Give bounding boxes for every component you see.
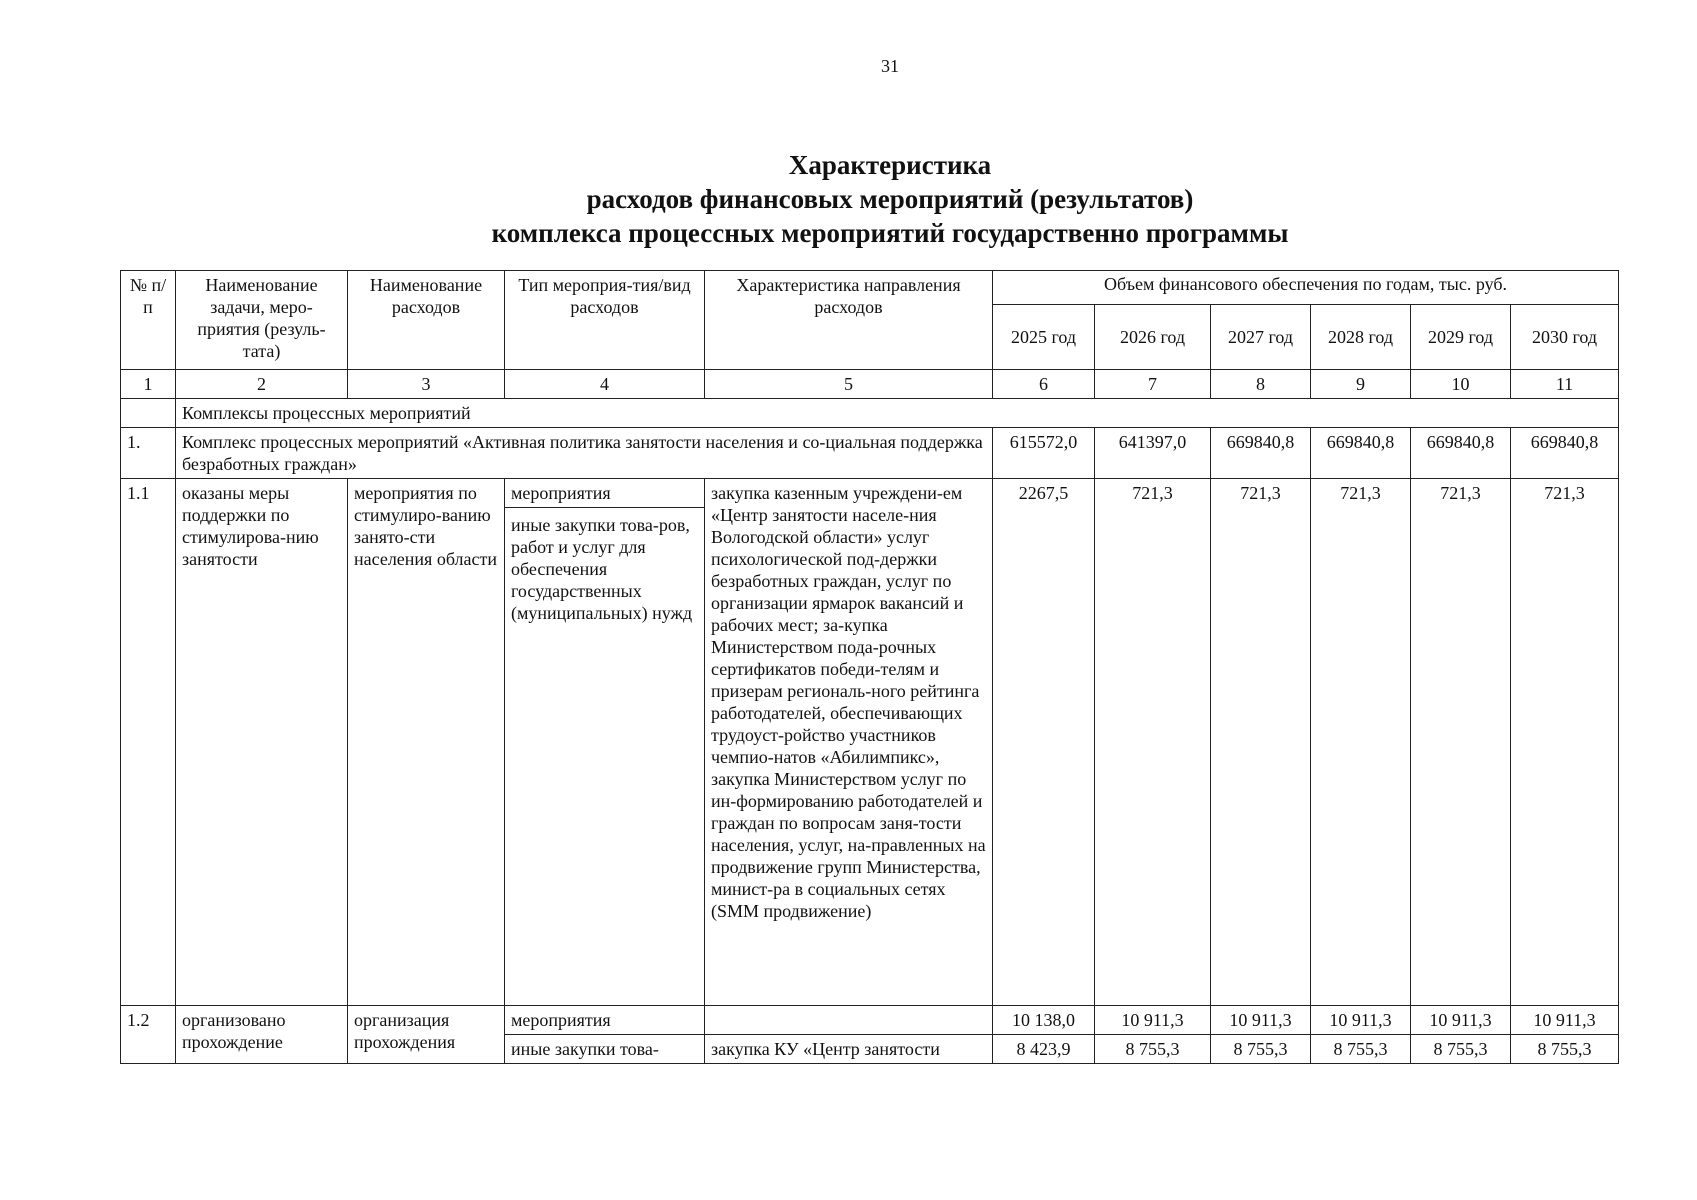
value-2028: 721,3 — [1311, 479, 1411, 1006]
value-2028: 10 911,3 8 755,3 — [1311, 1006, 1411, 1064]
col-number: 8 — [1211, 370, 1311, 399]
value-2026: 641397,0 — [1095, 428, 1211, 479]
value-2030: 669840,8 — [1511, 428, 1619, 479]
section-title: Комплексы процессных мероприятий — [176, 399, 1619, 428]
type-detail: иные закупки това- — [511, 1039, 659, 1059]
col-number: 11 — [1511, 370, 1619, 399]
expense-name: организация прохождения — [348, 1006, 505, 1064]
value-2027: 721,3 — [1211, 479, 1311, 1006]
year-2026: 2026 год — [1095, 305, 1211, 370]
type-label: мероприятия — [505, 479, 704, 508]
col-number: 7 — [1095, 370, 1211, 399]
column-numbers-row — [121, 370, 1619, 399]
title-line-2: расходов финансовых мероприятий (результатов) — [586, 184, 1194, 214]
year-2029: 2029 год — [1411, 305, 1511, 370]
task-name: организовано прохождение — [176, 1006, 348, 1064]
title-line-3: комплекса процессных мероприятий государственно программы — [491, 218, 1289, 248]
year-2028: 2028 год — [1311, 305, 1411, 370]
value-2030: 721,3 — [1511, 479, 1619, 1006]
header-num: № п/п — [121, 271, 176, 370]
col-number: 2 — [176, 370, 348, 399]
type-detail: иные закупки това-ров, работ и услуг для обеспечения государственных (муниципальных) нужд — [511, 515, 693, 623]
value-2030: 10 911,3 8 755,3 — [1511, 1006, 1619, 1064]
year-2025: 2025 год — [993, 305, 1095, 370]
value-2027: 669840,8 — [1211, 428, 1311, 479]
col-number: 3 — [348, 370, 505, 399]
value-2025: 2267,5 — [993, 479, 1095, 1006]
header-expense-name: Наименование расходов — [348, 271, 505, 370]
col-number: 5 — [705, 370, 993, 399]
expense-table — [120, 270, 1619, 1064]
title-line-1: Характеристика — [788, 150, 992, 180]
expense-description: закупка казенным учреждени-ем «Центр занятости населе-ния Вологодской области» услуг психологической под-держки безработных граждан, услуг по организации ярмарок вакансий и рабочих мест; за-купка Министерством пода-рочных сертификатов победи-телям и призерам региональ-ного рейтинга работодателей, обеспечивающих трудоуст-ройство участников чемпио-натов «Абилимпикс», закупка Министерством услуг по ин-формированию работодателей и граждан по вопросам заня-тости населения, услуг, на-правленных на продвижение групп Министерства, минист-ра в социальных сетях (SMM продвижение) — [705, 479, 993, 1006]
value-2025: 615572,0 — [993, 428, 1095, 479]
col-number: 6 — [993, 370, 1095, 399]
table-row — [121, 479, 1619, 1006]
table-row — [121, 428, 1619, 479]
document-title — [0, 148, 1697, 250]
col-number: 4 — [505, 370, 705, 399]
col-number: 9 — [1311, 370, 1411, 399]
row-number: 1.1 — [121, 479, 176, 1006]
value-2025: 10 138,0 8 423,9 — [993, 1006, 1095, 1064]
expense-type — [505, 479, 705, 1006]
header-type: Тип мероприя-тия/вид расходов — [505, 271, 705, 370]
type-label: мероприятия — [505, 1006, 704, 1035]
value-2027: 10 911,3 8 755,3 — [1211, 1006, 1311, 1064]
header-funding: Объем финансового обеспечения по годам, тыс. руб. — [993, 271, 1619, 305]
row-number: 1. — [121, 428, 176, 479]
value-2029: 10 911,3 8 755,3 — [1411, 1006, 1511, 1064]
value-2028: 669840,8 — [1311, 428, 1411, 479]
value-2026: 721,3 — [1095, 479, 1211, 1006]
year-2027: 2027 год — [1211, 305, 1311, 370]
expense-type — [505, 1006, 705, 1064]
value-2029: 721,3 — [1411, 479, 1511, 1006]
expense-name: мероприятия по стимулиро-ванию занято-сти населения области — [348, 479, 505, 1006]
row-number: 1.2 — [121, 1006, 176, 1064]
header-task: Наименование задачи, меро-приятия (резуль-тата) — [176, 271, 348, 370]
expense-description — [705, 1006, 993, 1064]
year-2030: 2030 год — [1511, 305, 1619, 370]
description-detail: закупка КУ «Центр занятости — [711, 1039, 940, 1059]
header-description: Характеристика направления расходов — [705, 271, 993, 370]
col-number: 1 — [121, 370, 176, 399]
page-number: 31 — [881, 56, 899, 76]
task-name: оказаны меры поддержки по стимулирова-нию занятости — [176, 479, 348, 1006]
value-2029: 669840,8 — [1411, 428, 1511, 479]
col-number: 10 — [1411, 370, 1511, 399]
section-row — [121, 399, 1619, 428]
table-row — [121, 1006, 1619, 1064]
complex-name: Комплекс процессных мероприятий «Активная политика занятости населения и со-циальная поддержка безработных граждан» — [176, 428, 993, 479]
header-row — [121, 271, 1619, 305]
value-2026: 10 911,3 8 755,3 — [1095, 1006, 1211, 1064]
